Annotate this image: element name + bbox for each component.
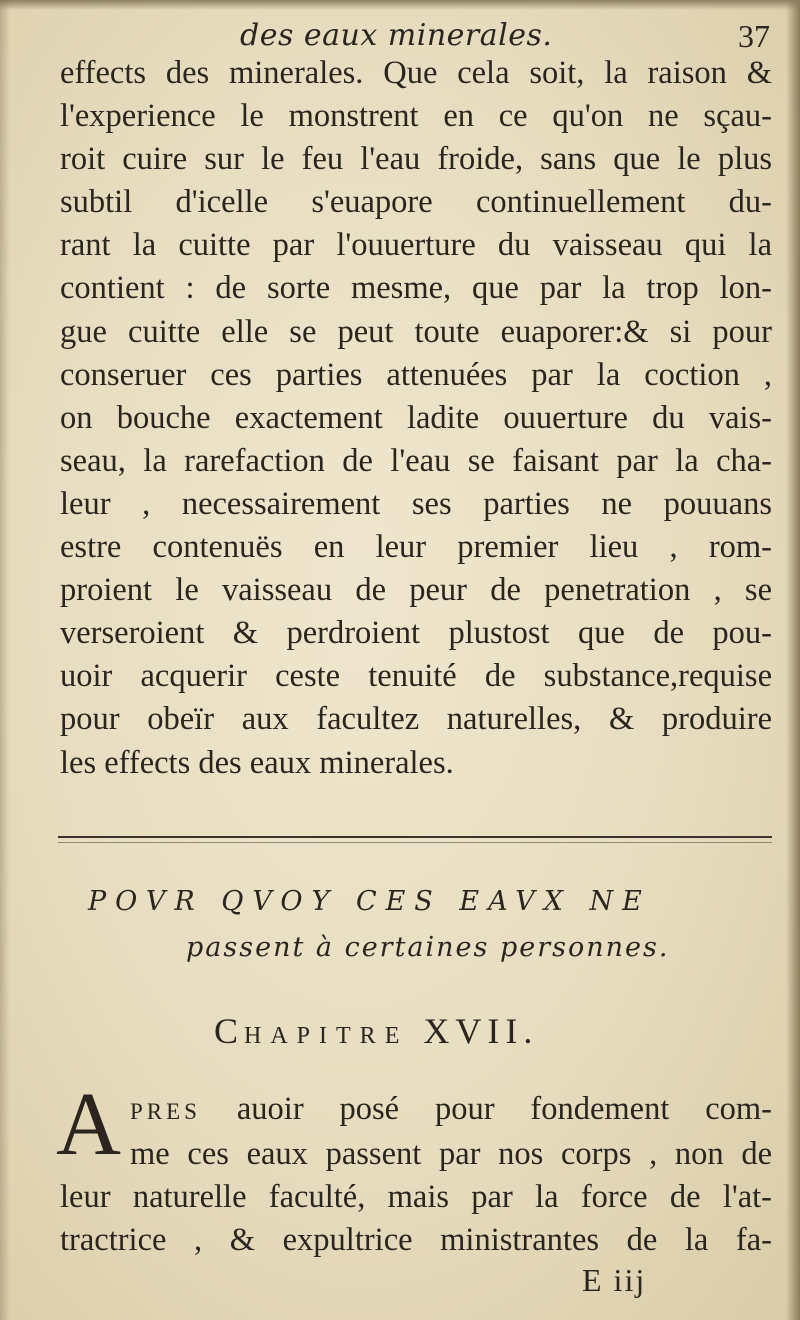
- chapter-heading: [214, 1010, 538, 1052]
- body-line: gue cuitte elle se peut toute euaporer:& si pour: [60, 313, 772, 350]
- body-line: estre contenuës en leur premier lieu , rom-: [60, 529, 772, 566]
- body-line: contient : de sorte mesme, que par la trop lon-: [60, 270, 772, 307]
- section-heading-line-2: passent à certaines personnes.: [186, 932, 670, 963]
- chapter-word: HAPITRE: [244, 1023, 409, 1049]
- first-word-small-caps: PRES: [130, 1099, 201, 1124]
- page-number: 37: [738, 18, 770, 54]
- body-line: leur , necessairement ses parties ne pouuans: [60, 485, 772, 522]
- chapter-line: me ces eaux passent par nos corps , non de: [130, 1136, 772, 1172]
- body-line: rant la cuitte par l'ouuerture du vaisseau qui la: [60, 227, 772, 264]
- body-line: subtil d'icelle s'euapore continuellement du-: [60, 184, 772, 221]
- running-title: des eaux minerales.: [240, 18, 553, 53]
- signature-mark: E iij: [582, 1262, 647, 1298]
- body-line: verseroient & perdroient plustost que de pou-: [60, 615, 772, 652]
- body-line: on bouche exactement ladite ouuerture du vais-: [60, 399, 772, 436]
- section-heading-line-1: POVR QVOY CES EAVX NE: [88, 886, 651, 917]
- chapter-paragraph: [60, 1088, 772, 1262]
- body-line: l'experience le monstrent en ce qu'on ne sçau-: [60, 98, 772, 135]
- body-line: les effects des eaux minerales.: [60, 744, 454, 781]
- body-line: pour obeïr aux facultez naturelles, & produire: [60, 701, 772, 738]
- chapter-line-rest: auoir posé pour fondement com-: [236, 1091, 773, 1127]
- chapter-numeral: XVII.: [423, 1011, 539, 1051]
- page-right-shadow: [786, 0, 800, 1320]
- body-paragraph: [60, 52, 772, 785]
- chapter-line: tractrice , & expultrice ministrantes de la fa-: [60, 1222, 772, 1258]
- body-line: conseruer ces parties attenuées par la coction ,: [60, 356, 772, 393]
- section-divider-shadow: [58, 842, 772, 843]
- body-line: uoir acquerir ceste tenuité de substance,requise: [60, 658, 772, 695]
- chapter-line: leur naturelle faculté, mais par la force de l'at-: [60, 1179, 772, 1215]
- chapter-initial: C: [214, 1011, 245, 1051]
- body-line: roit cuire sur le feu l'eau froide, sans que le plus: [60, 141, 772, 178]
- page-left-shadow: [0, 0, 10, 1320]
- chapter-line: [60, 1088, 772, 1133]
- drop-cap-initial: A: [56, 1075, 121, 1174]
- body-line: effects des minerales. Que cela soit, la raison &: [60, 55, 772, 91]
- section-divider: [58, 836, 772, 838]
- running-head: [60, 8, 770, 54]
- body-line: seau, la rarefaction de l'eau se faisant par la cha-: [60, 442, 772, 479]
- body-line: proient le vaisseau de peur de penetration , se: [60, 572, 772, 609]
